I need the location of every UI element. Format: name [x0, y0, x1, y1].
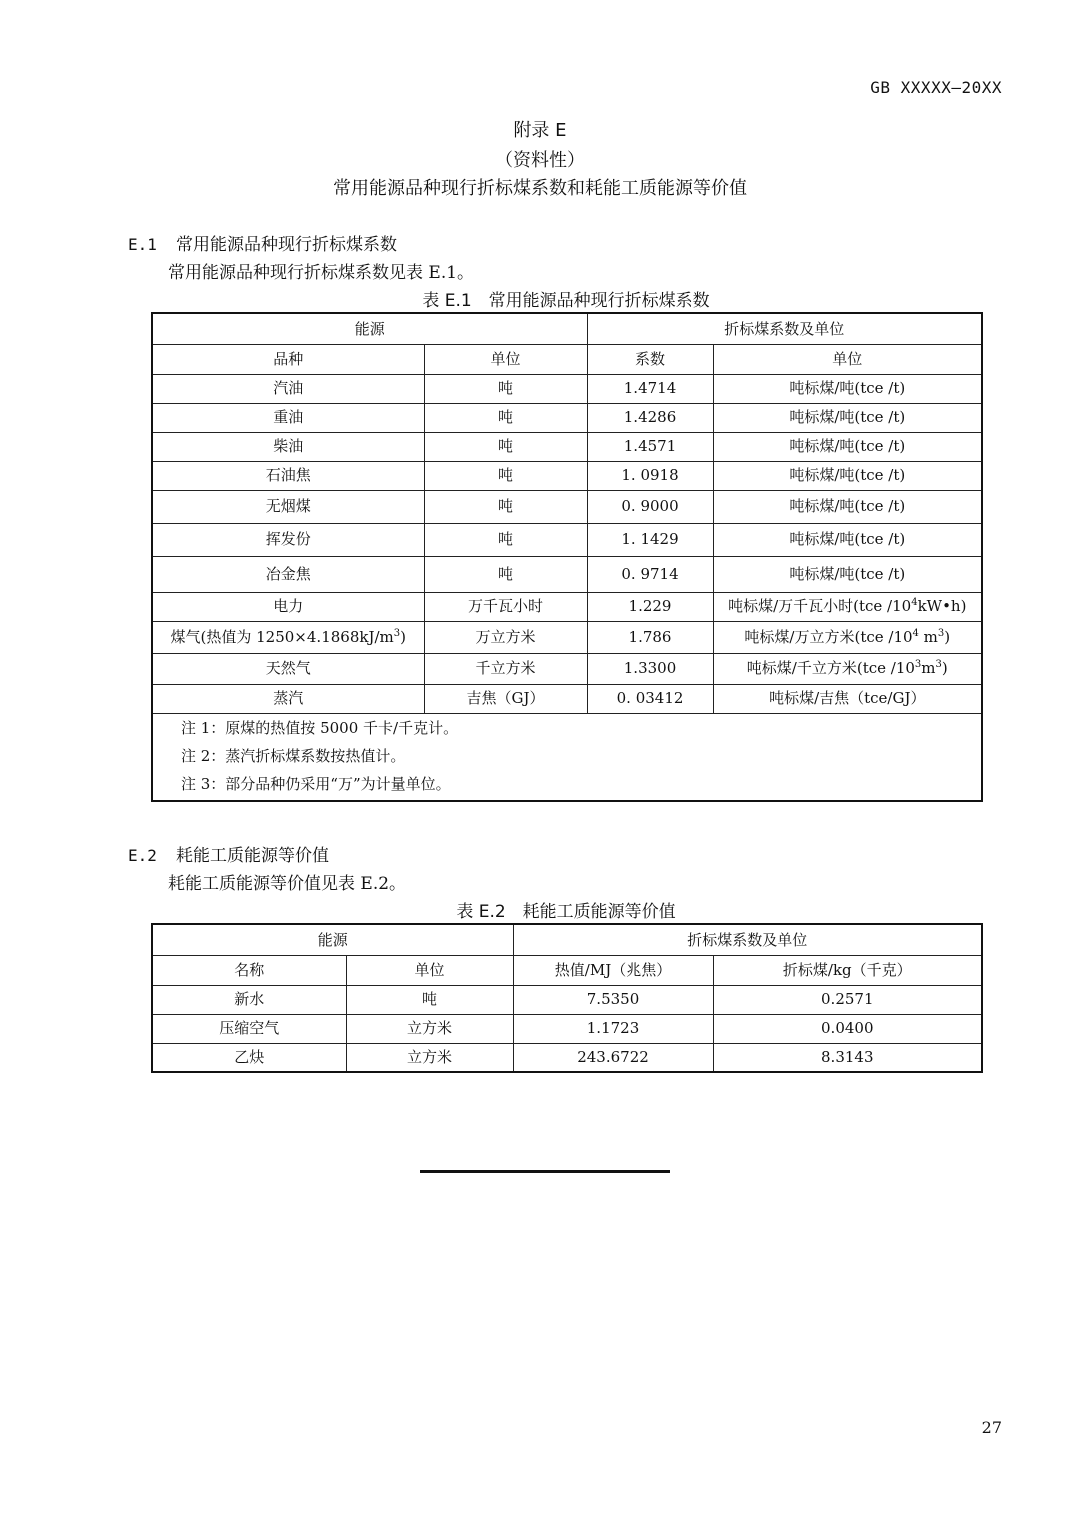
cell-coef-unit [713, 653, 982, 684]
coef-unit-text: ) [944, 627, 951, 646]
header-unit: 单位 [424, 344, 587, 374]
cell-coef-unit: 吨标煤/吨(tce /t) [713, 432, 982, 461]
cell-coef-unit: 吨标煤/吨(tce /t) [713, 374, 982, 403]
cell-variety: 挥发份 [152, 523, 424, 556]
group-header-energy: 能源 [152, 924, 513, 955]
cell-variety: 汽油 [152, 374, 424, 403]
coef-unit-text: m [918, 627, 938, 646]
table-row [152, 556, 982, 592]
cell-variety: 蒸汽 [152, 684, 424, 713]
variety-text: 煤气(热值为 1250×4.1868kJ/m [170, 627, 394, 646]
header-heat: 热值/MJ（兆焦） [513, 955, 713, 985]
table-row [152, 432, 982, 461]
cell-heat: 7.5350 [513, 985, 713, 1014]
coef-unit-exponent: 3 [914, 659, 922, 671]
cell-coef-unit: 吨标煤/吨(tce /t) [713, 523, 982, 556]
cell-unit: 立方米 [346, 1043, 513, 1072]
table-header-row [152, 344, 982, 374]
cell-coef: 1.3300 [587, 653, 713, 684]
page-number: 27 [981, 1418, 1002, 1437]
group-header-energy: 能源 [152, 313, 587, 344]
appendix-title: 附录 E [513, 120, 567, 141]
section-heading-e1 [128, 230, 397, 255]
table-note: 注 2：蒸汽折标煤系数按热值计。 [181, 746, 406, 765]
cell-coef: 1. 1429 [587, 523, 713, 556]
table-note: 注 3：部分品种仍采用“万”为计量单位。 [181, 774, 451, 793]
table-row [152, 403, 982, 432]
table-row [152, 985, 982, 1014]
table-row [152, 490, 982, 523]
section-title: 耗能工质能源等价值 [176, 846, 329, 866]
table-row [152, 592, 982, 621]
header-variety: 品种 [152, 344, 424, 374]
table-group-header-row [152, 924, 982, 955]
coef-unit-text: 吨标煤/万千瓦小时(tce /10 [728, 597, 912, 616]
table-e2 [151, 923, 983, 1073]
table-row [152, 684, 982, 713]
cell-unit: 吨 [424, 556, 587, 592]
cell-coef-unit [713, 592, 982, 621]
cell-coef: 1.786 [587, 621, 713, 653]
cell-name: 乙炔 [152, 1043, 346, 1072]
cell-unit: 吨 [424, 432, 587, 461]
standard-code: GB XXXXX—20XX [870, 78, 1002, 97]
cell-unit: 吉焦（GJ） [424, 684, 587, 713]
coef-unit-exponent: 3 [935, 659, 942, 671]
table-caption-e2: 表 E.2 耗能工质能源等价值 [456, 902, 676, 922]
coef-unit-exponent: 3 [937, 627, 945, 639]
cell-variety: 柴油 [152, 432, 424, 461]
cell-variety: 无烟煤 [152, 490, 424, 523]
section-number: E.2 [128, 846, 157, 865]
cell-coal: 0.2571 [713, 985, 982, 1014]
cell-unit: 吨 [346, 985, 513, 1014]
section-heading-e2 [128, 841, 329, 866]
header-coal: 折标煤/kg（千克） [713, 955, 982, 985]
cell-name: 压缩空气 [152, 1014, 346, 1043]
cell-variety [152, 621, 424, 653]
coef-unit-text: 吨标煤/万立方米(tce /10 [744, 627, 913, 646]
cell-unit: 立方米 [346, 1014, 513, 1043]
coef-unit-text: m [921, 659, 936, 678]
header-name: 名称 [152, 955, 346, 985]
cell-heat: 243.6722 [513, 1043, 713, 1072]
cell-coef: 0. 9000 [587, 490, 713, 523]
cell-unit: 吨 [424, 403, 587, 432]
cell-unit: 吨 [424, 523, 587, 556]
coef-unit-exponent: 4 [912, 627, 919, 639]
cell-variety: 电力 [152, 592, 424, 621]
cell-coef: 1.4571 [587, 432, 713, 461]
cell-coef: 1.4714 [587, 374, 713, 403]
table-row [152, 1043, 982, 1072]
variety-exponent: 3 [393, 627, 401, 639]
section-paragraph-e2: 耗能工质能源等价值见表 E.2。 [168, 874, 407, 894]
cell-coef-unit: 吨标煤/吉焦（tce/GJ） [713, 684, 982, 713]
group-header-coefficient: 折标煤系数及单位 [587, 313, 982, 344]
cell-coef: 1.229 [587, 592, 713, 621]
cell-coal: 0.0400 [713, 1014, 982, 1043]
cell-coef: 0. 9714 [587, 556, 713, 592]
section-number: E.1 [128, 235, 157, 254]
table-e1 [151, 312, 983, 802]
table-header-row [152, 955, 982, 985]
table-row [152, 461, 982, 490]
cell-variety: 天然气 [152, 653, 424, 684]
header-coef: 系数 [587, 344, 713, 374]
cell-variety: 冶金焦 [152, 556, 424, 592]
appendix-main-title: 常用能源品种现行折标煤系数和耗能工质能源等价值 [333, 178, 747, 199]
cell-name: 新水 [152, 985, 346, 1014]
variety-text: ) [400, 627, 406, 646]
cell-unit: 吨 [424, 461, 587, 490]
cell-variety: 重油 [152, 403, 424, 432]
cell-unit: 吨 [424, 490, 587, 523]
table-row [152, 523, 982, 556]
cell-coef-unit [713, 621, 982, 653]
cell-coef-unit: 吨标煤/吨(tce /t) [713, 461, 982, 490]
cell-unit: 吨 [424, 374, 587, 403]
table-group-header-row [152, 313, 982, 344]
coef-unit-exponent: 4 [911, 597, 918, 609]
cell-unit: 万千瓦小时 [424, 592, 587, 621]
table-notes-row [152, 713, 982, 801]
cell-unit: 万立方米 [424, 621, 587, 653]
group-header-coefficient: 折标煤系数及单位 [513, 924, 982, 955]
cell-coef-unit: 吨标煤/吨(tce /t) [713, 490, 982, 523]
cell-coef: 1.4286 [587, 403, 713, 432]
header-coef-unit: 单位 [713, 344, 982, 374]
cell-heat: 1.1723 [513, 1014, 713, 1043]
table-note: 注 1：原煤的热值按 5000 千卡/千克计。 [181, 718, 459, 737]
coef-unit-text: 吨标煤/千立方米(tce /10 [746, 659, 915, 678]
table-notes [152, 713, 982, 801]
table-row [152, 653, 982, 684]
table-row [152, 374, 982, 403]
cell-unit: 千立方米 [424, 653, 587, 684]
cell-coef: 1. 0918 [587, 461, 713, 490]
cell-variety: 石油焦 [152, 461, 424, 490]
section-paragraph-e1: 常用能源品种现行折标煤系数见表 E.1。 [168, 263, 475, 283]
appendix-type: （资料性） [495, 150, 585, 171]
cell-coef: 0. 03412 [587, 684, 713, 713]
coef-unit-text: kW•h) [917, 597, 967, 616]
table-row [152, 621, 982, 653]
cell-coal: 8.3143 [713, 1043, 982, 1072]
table-row [152, 1014, 982, 1043]
table-caption-e1: 表 E.1 常用能源品种现行折标煤系数 [422, 291, 710, 311]
end-of-document-rule [420, 1170, 670, 1173]
header-unit: 单位 [346, 955, 513, 985]
section-title: 常用能源品种现行折标煤系数 [176, 235, 397, 255]
cell-coef-unit: 吨标煤/吨(tce /t) [713, 403, 982, 432]
cell-coef-unit: 吨标煤/吨(tce /t) [713, 556, 982, 592]
coef-unit-text: ) [941, 659, 948, 678]
